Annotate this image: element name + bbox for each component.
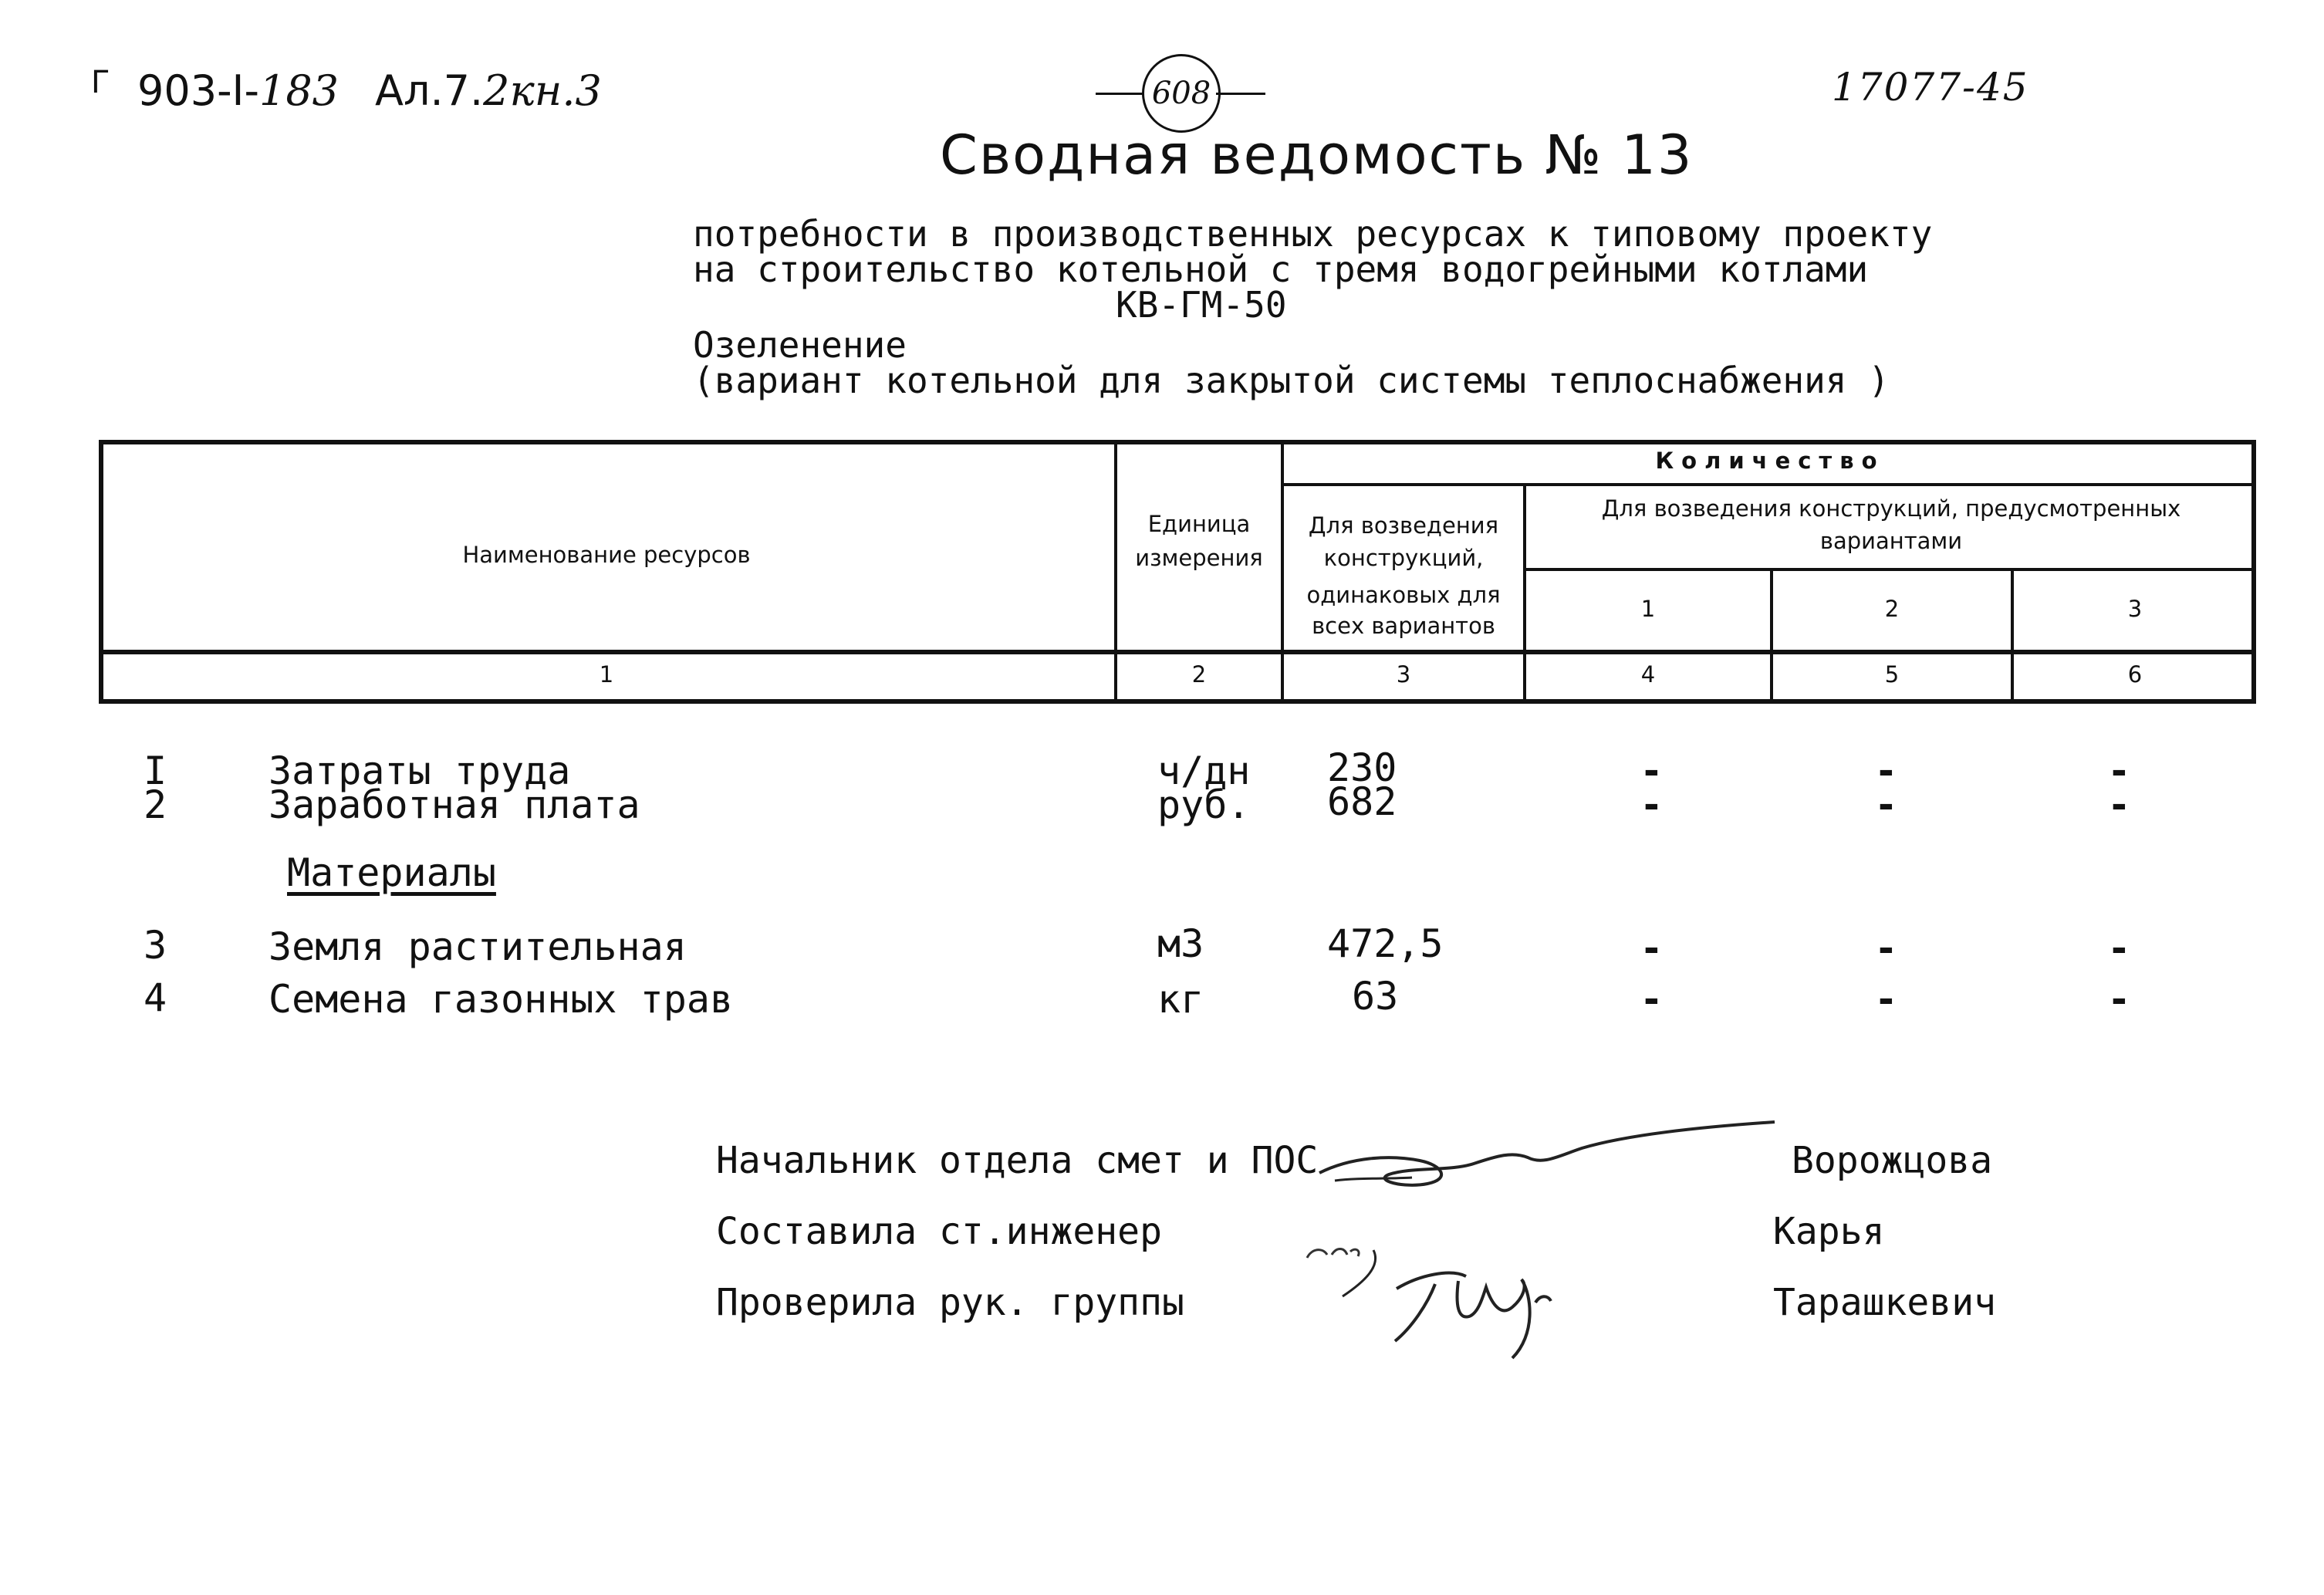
header-common-3: одинаковых для [1306, 582, 1501, 608]
row-unit: м3 [1157, 921, 1204, 966]
header-unit-2: измерения [1135, 545, 1263, 571]
header-variant-2: 2 [1884, 596, 1900, 622]
row-common-quantity: 230 [1327, 745, 1397, 790]
album-printed: Ал.7. [375, 66, 484, 115]
signature-1-underline [1335, 1178, 1412, 1181]
page-title: Сводная ведомость № 13 [940, 123, 1694, 187]
variant-note: (вариант котельной для закрытой системы теплоснабжения ) [693, 360, 1890, 401]
page-number: 608 [1142, 54, 1221, 133]
row-common-quantity: 682 [1327, 779, 1397, 824]
row-variant-3: - [2111, 926, 2127, 971]
signature-name-2: Карья [1773, 1210, 1885, 1253]
row-unit: кг [1157, 977, 1204, 1022]
header-common-2: конструкций, [1323, 545, 1484, 571]
column-number-6: 6 [2127, 661, 2143, 688]
corner-mark: Г [91, 65, 110, 100]
signature-name-1: Ворожцова [1792, 1139, 1993, 1182]
page-number-stamp [1096, 54, 1265, 131]
row-resource-name: Затраты труда [269, 749, 571, 793]
row-resource-name: Земля растительная [269, 924, 687, 969]
row-variant-1: - [1643, 782, 1660, 827]
row-variant-1: - [1643, 926, 1660, 971]
section-heading-materials: Материалы [287, 850, 496, 895]
signature-role-1: Начальник отдела смет и ПОС [716, 1139, 1319, 1182]
row-resource-name: Семена газонных трав [269, 977, 734, 1022]
subtitle-line-1: потребности в производственных ресурсах к типовому проекту [693, 213, 1933, 255]
row-variant-2: - [1878, 749, 1894, 793]
header-variants-1: Для возведения конструкций, предусмотренных [1601, 495, 2181, 522]
row-common-quantity: 472,5 [1327, 921, 1444, 966]
section-title: Озеленение [693, 324, 907, 366]
album-reference [375, 66, 602, 115]
row-unit: ч/дн [1157, 749, 1251, 793]
row-number: 4 [144, 975, 167, 1020]
header-resource-name: Наименование ресурсов [462, 542, 751, 568]
column-number-1: 1 [599, 661, 614, 688]
row-unit: руб. [1157, 782, 1251, 827]
header-common-1: Для возведения [1308, 512, 1499, 539]
row-number: 2 [144, 782, 167, 827]
row-variant-3: - [2111, 977, 2127, 1022]
row-variant-1: - [1643, 977, 1660, 1022]
inventory-number: 17077-45 [1832, 65, 2029, 110]
document-code [137, 66, 339, 115]
header-common-4: всех вариантов [1312, 613, 1495, 639]
header-unit-1: Единица [1147, 511, 1251, 537]
header-variants-2: вариантами [1819, 528, 1963, 554]
row-resource-name: Заработная плата [269, 782, 640, 827]
album-handwritten: 2кн.3 [483, 66, 602, 115]
row-number: 3 [144, 923, 167, 968]
signature-2-mark [1307, 1249, 1359, 1259]
column-number-5: 5 [1884, 661, 1900, 688]
subtitle-line-2: на строительство котельной с тремя водогрейными котлами [693, 248, 1869, 290]
document-code-printed: 903-I- [137, 66, 259, 115]
signature-2-stroke [1343, 1250, 1376, 1296]
signature-name-3: Тарашкевич [1773, 1281, 1996, 1324]
row-variant-3: - [2111, 782, 2127, 827]
row-variant-3: - [2111, 749, 2127, 793]
signature-1-mark [1319, 1122, 1775, 1185]
signature-role-3: Проверила рук. группы [716, 1281, 1184, 1324]
header-variant-3: 3 [2127, 596, 2143, 622]
row-variant-2: - [1878, 977, 1894, 1022]
row-variant-2: - [1878, 926, 1894, 971]
column-number-4: 4 [1640, 661, 1656, 688]
row-number: I [144, 749, 167, 793]
row-variant-2: - [1878, 782, 1894, 827]
header-variant-1: 1 [1640, 596, 1656, 622]
subtitle-line-3: КВ-ГМ-50 [1116, 284, 1287, 326]
signature-role-2: Составила ст.инженер [716, 1210, 1162, 1253]
signature-3-mark [1395, 1273, 1551, 1358]
header-quantity: Количество [1655, 448, 1885, 474]
document-code-handwritten: 183 [258, 66, 339, 115]
column-number-3: 3 [1396, 661, 1411, 688]
column-number-2: 2 [1191, 661, 1207, 688]
row-variant-1: - [1643, 749, 1660, 793]
resource-table-header [99, 440, 2256, 704]
row-common-quantity: 63 [1352, 974, 1399, 1019]
handwritten-signatures [1304, 1103, 1798, 1366]
